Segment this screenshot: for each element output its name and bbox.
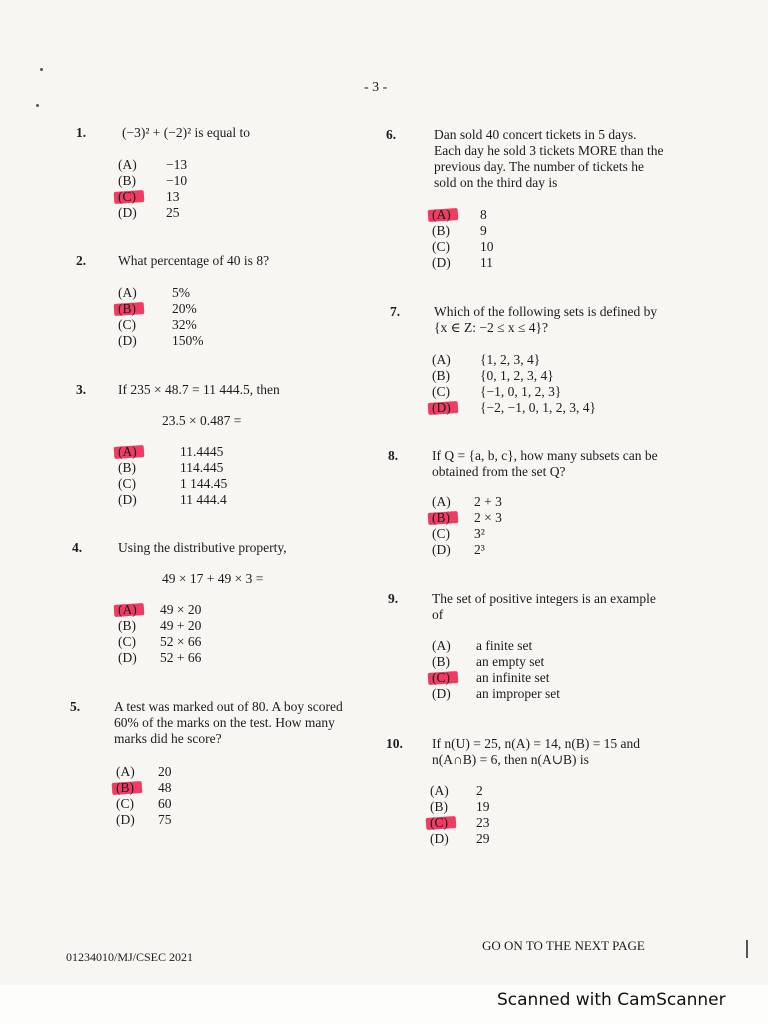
option-letter [432,352,480,368]
scan-speck [40,68,43,71]
answer-option [118,157,187,173]
option-value: {1, 2, 3, 4} [480,352,541,367]
answer-option [116,764,172,780]
option-value: 13 [166,189,180,204]
option-value: 25 [166,205,180,220]
answer-option [116,812,172,828]
option-value: an infinite set [476,670,550,685]
option-letter [432,384,480,400]
answer-option [432,239,494,255]
page-number: - 3 - [364,80,388,95]
option-letter-text: (D) [118,492,137,507]
option-value: 11.4445 [180,444,224,459]
question-stem-line: Dan sold 40 concert tickets in 5 days. [434,127,637,142]
option-letter [432,686,476,702]
option-letter [430,783,476,799]
answer-option [432,686,560,702]
answer-option [432,670,549,686]
option-letter [116,780,158,796]
option-letter [430,831,476,847]
option-value: 11 444.4 [180,492,227,507]
option-letter-text: (B) [118,301,136,316]
answer-option [118,650,201,666]
option-value: {−2, −1, 0, 1, 2, 3, 4} [480,400,596,415]
option-letter-text: (C) [118,317,136,332]
option-letter-text: (A) [432,494,451,509]
option-value: 114.445 [180,460,224,475]
question-stem-line: (−3)² + (−2)² is equal to [122,125,251,140]
option-value: 10 [480,239,494,254]
option-letter-text: (D) [432,255,451,270]
option-letter-text: (B) [118,173,136,188]
option-letter [432,223,480,239]
camscanner-watermark: Scanned with CamScanner [497,990,726,1010]
question-stem-line: obtained from the set Q? [432,464,566,479]
question-stem-line: If 235 × 48.7 = 11 444.5, then [118,382,280,397]
footer-code: 01234010/MJ/CSEC 2021 [66,950,194,964]
question-stem-line: A test was marked out of 80. A boy scored [114,699,343,714]
option-letter-text: (B) [432,654,450,669]
option-letter-text: (A) [118,444,137,459]
option-letter [118,602,160,618]
option-value: a finite set [476,638,533,653]
answer-option [432,223,487,239]
option-value: 52 + 66 [160,650,202,665]
question-number: 2. [76,253,87,268]
option-value: 2 + 3 [474,494,502,509]
answer-option [432,384,561,400]
question-stem-line: Each day he sold 3 tickets MORE than the [434,143,664,158]
footer-next-page: GO ON TO THE NEXT PAGE [482,938,645,953]
option-letter [432,207,480,223]
option-letter [118,173,166,189]
answer-option [432,654,544,670]
option-letter-text: (C) [116,796,134,811]
option-letter-text: (B) [118,460,136,475]
answer-option [118,285,190,301]
answer-option [432,352,540,368]
answer-option [430,783,483,799]
answer-option [118,444,223,460]
option-letter [118,189,166,205]
option-letter-text: (D) [432,400,451,415]
option-letter-text: (A) [116,764,135,779]
option-letter [432,400,480,416]
option-letter [432,510,474,526]
question-number: 4. [72,540,83,555]
answer-option [432,494,502,510]
option-letter [118,157,166,173]
option-letter [432,654,476,670]
option-letter [430,799,476,815]
option-letter [118,285,172,301]
option-letter [432,255,480,271]
answer-option [432,510,502,526]
question-stem-line: Using the distributive property, [118,540,287,555]
option-letter-text: (C) [432,670,450,685]
question-stem-line: previous day. The number of tickets he [434,159,644,174]
option-value: 75 [158,812,172,827]
question-stem-line: 60% of the marks on the test. How many [114,715,335,730]
question-expression: 23.5 × 0.487 = [162,413,242,428]
answer-option [118,333,204,349]
option-letter-text: (B) [430,799,448,814]
answer-option [116,796,172,812]
option-letter-text: (A) [432,207,451,222]
option-letter-text: (D) [116,812,135,827]
answer-option [118,634,201,650]
scan-speck [36,104,39,107]
option-letter-text: (B) [118,618,136,633]
question-stem-line: {x ∈ Z: −2 ≤ x ≤ 4}? [434,320,548,335]
option-letter [432,368,480,384]
option-value: {−1, 0, 1, 2, 3} [480,384,562,399]
option-letter [116,764,158,780]
option-value: 2 [476,783,483,798]
option-letter [116,812,158,828]
answer-option [432,638,532,654]
option-letter [118,444,180,460]
question-number: 5. [70,699,81,714]
question-number: 6. [386,127,397,142]
option-value: an improper set [476,686,560,701]
question-stem-line: The set of positive integers is an example [432,591,656,606]
option-value: 5% [172,285,190,300]
option-letter-text: (A) [432,352,451,367]
question-stem-line: n(A∩B) = 6, then n(A∪B) is [432,752,589,767]
option-letter [432,239,480,255]
option-letter [118,476,180,492]
option-value: 52 × 66 [160,634,202,649]
answer-option [118,460,223,476]
option-value: 20% [172,301,197,316]
option-value: 32% [172,317,197,332]
option-value: 19 [476,799,490,814]
answer-option [432,207,487,223]
option-letter [430,815,476,831]
option-letter [118,618,160,634]
answer-option [432,526,485,542]
answer-option [430,831,490,847]
option-value: −13 [166,157,188,172]
question-number: 10. [386,736,403,751]
option-letter-text: (B) [432,223,450,238]
option-letter-text: (C) [118,189,136,204]
question-number: 9. [388,591,399,606]
question-expression: 49 × 17 + 49 × 3 = [162,571,264,586]
answer-option [432,542,485,558]
option-letter [116,796,158,812]
option-value: 49 × 20 [160,602,202,617]
question-stem-line: sold on the third day is [434,175,558,190]
option-letter [118,301,172,317]
option-letter-text: (D) [118,650,137,665]
option-value: 2 × 3 [474,510,502,525]
answer-option [430,815,490,831]
option-letter-text: (A) [118,285,137,300]
option-value: 60 [158,796,172,811]
question-stem-line: of [432,607,444,622]
option-letter-text: (C) [118,634,136,649]
answer-option [118,189,180,205]
answer-option [118,173,187,189]
scan-speck [746,940,748,958]
option-letter-text: (A) [432,638,451,653]
question-number: 3. [76,382,87,397]
answer-option [432,368,554,384]
option-letter [432,494,474,510]
option-value: 23 [476,815,490,830]
option-letter-text: (A) [118,602,137,617]
answer-option [118,317,197,333]
option-value: 8 [480,207,487,222]
option-letter [432,526,474,542]
option-letter-text: (B) [432,510,450,525]
question-stem-line: Which of the following sets is defined by [434,304,658,319]
answer-option [432,255,493,271]
option-value: 1 144.45 [180,476,228,491]
option-letter [432,670,476,686]
answer-option [118,602,201,618]
answer-option [430,799,490,815]
option-letter [118,650,160,666]
option-value: 49 + 20 [160,618,202,633]
option-value: 29 [476,831,490,846]
option-letter [118,492,180,508]
option-value: 9 [480,223,487,238]
question-number: 7. [390,304,401,319]
answer-option [118,476,227,492]
option-letter-text: (D) [432,542,451,557]
option-letter-text: (D) [430,831,449,846]
option-letter [118,317,172,333]
question-stem-line: marks did he score? [114,731,222,746]
option-letter-text: (C) [118,476,136,491]
option-value: 150% [172,333,204,348]
option-letter-text: (C) [432,526,450,541]
option-letter-text: (A) [118,157,137,172]
option-letter [118,205,166,221]
answer-option [432,400,596,416]
option-value: 48 [158,780,172,795]
option-letter [118,634,160,650]
option-letter-text: (B) [116,780,134,795]
option-letter-text: (D) [118,333,137,348]
option-letter-text: (B) [432,368,450,383]
option-letter [118,333,172,349]
question-stem-line: If Q = {a, b, c}, how many subsets can be [432,448,658,463]
answer-option [118,205,180,221]
question-number: 1. [76,125,87,140]
answer-option [118,492,227,508]
answer-option [118,301,197,317]
option-letter-text: (C) [430,815,448,830]
option-letter-text: (D) [118,205,137,220]
answer-option [116,780,172,796]
option-value: 3² [474,526,485,541]
option-letter-text: (C) [432,239,450,254]
option-value: an empty set [476,654,545,669]
option-value: 2³ [474,542,485,557]
option-letter [118,460,180,476]
option-value: {0, 1, 2, 3, 4} [480,368,554,383]
option-letter-text: (C) [432,384,450,399]
question-stem-line: If n(U) = 25, n(A) = 14, n(B) = 15 and [432,736,641,751]
option-letter [432,542,474,558]
question-number: 8. [388,448,399,463]
option-value: 11 [480,255,493,270]
option-value: −10 [166,173,188,188]
option-letter [432,638,476,654]
option-value: 20 [158,764,172,779]
question-stem-line: What percentage of 40 is 8? [118,253,270,268]
answer-option [118,618,201,634]
option-letter-text: (D) [432,686,451,701]
option-letter-text: (A) [430,783,449,798]
